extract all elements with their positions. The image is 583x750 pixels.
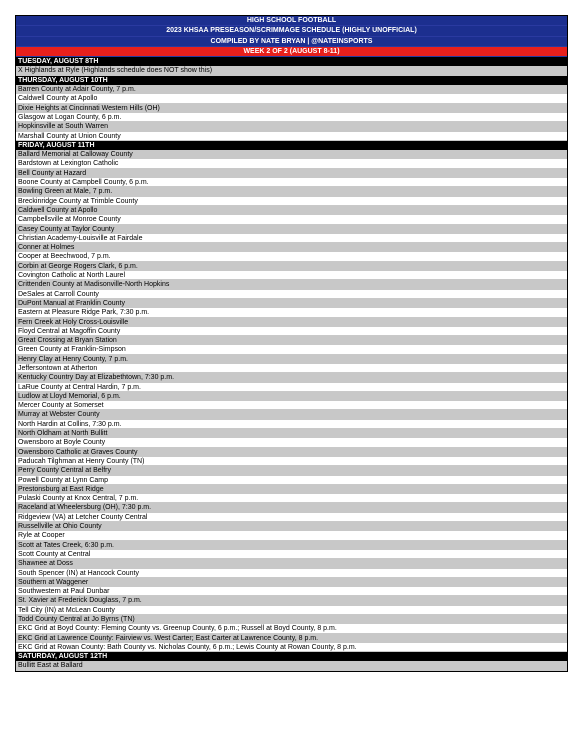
game-row: Kentucky Country Day at Elizabethtown, 7:30 p.m. <box>16 373 567 382</box>
game-row: Bardstown at Lexington Catholic <box>16 159 567 168</box>
week-label: WEEK 2 OF 2 (AUGUST 8-11) <box>16 47 567 57</box>
game-row: Russellville at Ohio County <box>16 522 567 531</box>
game-row: LaRue County at Central Hardin, 7 p.m. <box>16 383 567 392</box>
game-row: Bell County at Hazard <box>16 169 567 178</box>
game-row: Pulaski County at Knox Central, 7 p.m. <box>16 494 567 503</box>
game-row: Hopkinsville at South Warren <box>16 122 567 131</box>
game-row: Green County at Franklin-Simpson <box>16 345 567 354</box>
game-row: Todd County Central at Jo Byrns (TN) <box>16 615 567 624</box>
game-row: Boone County at Campbell County, 6 p.m. <box>16 178 567 187</box>
game-row: EKC Grid at Boyd County: Fleming County vs. Greenup County, 6 p.m.; Russell at Boyd County, 8 p.m. <box>16 624 567 633</box>
game-row: Caldwell County at Apollo <box>16 94 567 103</box>
game-row: Corbin at George Rogers Clark, 6 p.m. <box>16 262 567 271</box>
game-row: EKC Grid at Rowan County: Bath County vs. Nicholas County, 6 p.m.; Lewis County at Rowan County, 8 p.m. <box>16 643 567 652</box>
section-header: SATURDAY, AUGUST 12TH <box>16 652 567 661</box>
game-row: Prestonsburg at East Ridge <box>16 485 567 494</box>
game-row: EKC Grid at Lawrence County: Fairview vs. West Carter; East Carter at Lawrence County, 8 p.m. <box>16 634 567 643</box>
game-row: Ridgeview (VA) at Letcher County Central <box>16 513 567 522</box>
game-row: Great Crossing at Bryan Station <box>16 336 567 345</box>
game-row: Scott County at Central <box>16 550 567 559</box>
game-row: Southern at Waggener <box>16 578 567 587</box>
section-header: TUESDAY, AUGUST 8TH <box>16 57 567 66</box>
game-row: Jeffersontown at Atherton <box>16 364 567 373</box>
game-row: Powell County at Lynn Camp <box>16 476 567 485</box>
game-row: Crittenden County at Madisonville-North Hopkins <box>16 280 567 289</box>
game-row: Owensboro at Boyle County <box>16 438 567 447</box>
game-row: Paducah Tilghman at Henry County (TN) <box>16 457 567 466</box>
game-row: Fern Creek at Holy Cross-Louisville <box>16 318 567 327</box>
section-header: THURSDAY, AUGUST 10TH <box>16 76 567 85</box>
game-row: Shawnee at Doss <box>16 559 567 568</box>
game-row: DuPont Manual at Franklin County <box>16 299 567 308</box>
game-row: Ryle at Cooper <box>16 531 567 540</box>
game-row: Barren County at Adair County, 7 p.m. <box>16 85 567 94</box>
game-row: Christian Academy-Louisville at Fairdale <box>16 234 567 243</box>
game-row: Ludlow at Lloyd Memorial, 6 p.m. <box>16 392 567 401</box>
game-row: Tell City (IN) at McLean County <box>16 606 567 615</box>
game-row: Casey County at Taylor County <box>16 225 567 234</box>
game-row: South Spencer (IN) at Hancock County <box>16 569 567 578</box>
game-row: Covington Catholic at North Laurel <box>16 271 567 280</box>
game-row: Floyd Central at Magoffin County <box>16 327 567 336</box>
header-title: HIGH SCHOOL FOOTBALL <box>16 16 567 26</box>
header-subtitle: 2023 KHSAA PRESEASON/SCRIMMAGE SCHEDULE (HIGHLY UNOFFICIAL) <box>16 26 567 36</box>
schedule-sheet <box>15 15 568 672</box>
game-row: Southwestern at Paul Dunbar <box>16 587 567 596</box>
game-row: North Oldham at North Bullitt <box>16 429 567 438</box>
game-row: DeSales at Carroll County <box>16 290 567 299</box>
game-row: Caldwell County at Apollo <box>16 206 567 215</box>
section-header: FRIDAY, AUGUST 11TH <box>16 141 567 150</box>
game-row: Glasgow at Logan County, 6 p.m. <box>16 113 567 122</box>
game-row: Bowling Green at Male, 7 p.m. <box>16 187 567 196</box>
game-row: Ballard Memorial at Calloway County <box>16 150 567 159</box>
game-row: Cooper at Beechwood, 7 p.m. <box>16 252 567 261</box>
game-row: Campbellsville at Monroe County <box>16 215 567 224</box>
schedule-sections <box>16 57 567 671</box>
game-row: Perry County Central at Belfry <box>16 466 567 475</box>
game-row: Scott at Tates Creek, 6:30 p.m. <box>16 541 567 550</box>
game-row: Mercer County at Somerset <box>16 401 567 410</box>
game-row: St. Xavier at Frederick Douglass, 7 p.m. <box>16 596 567 605</box>
game-row: Raceland at Wheelersburg (OH), 7:30 p.m. <box>16 503 567 512</box>
game-row: North Hardin at Collins, 7:30 p.m. <box>16 420 567 429</box>
game-row: Henry Clay at Henry County, 7 p.m. <box>16 355 567 364</box>
game-row: Dixie Heights at Cincinnati Western Hills (OH) <box>16 104 567 113</box>
game-row: Murray at Webster County <box>16 410 567 419</box>
game-row: Bullitt East at Ballard <box>16 661 567 670</box>
header-compiler: COMPILED BY NATE BRYAN | @NATEINSPORTS <box>16 37 567 47</box>
game-row: Marshall County at Union County <box>16 132 567 141</box>
game-row: Eastern at Pleasure Ridge Park, 7:30 p.m. <box>16 308 567 317</box>
game-row: Breckinridge County at Trimble County <box>16 197 567 206</box>
game-row: X Highlands at Ryle (Highlands schedule does NOT show this) <box>16 66 567 75</box>
game-row: Owensboro Catholic at Graves County <box>16 448 567 457</box>
game-row: Conner at Holmes <box>16 243 567 252</box>
